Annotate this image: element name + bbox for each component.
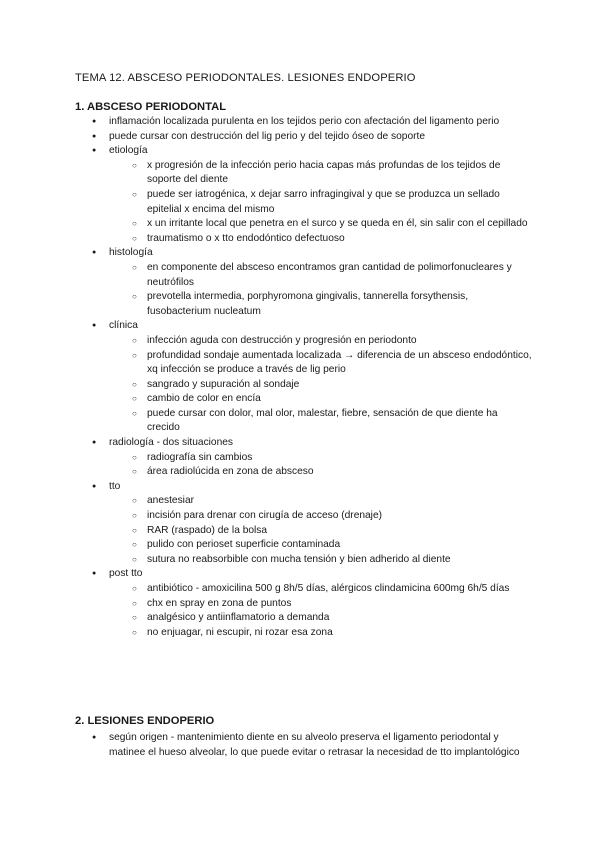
- sublist-item: ○ analgésico y antiinflamatorio a demanda: [132, 611, 532, 626]
- sublist: [109, 494, 532, 567]
- document-title: TEMA 12. ABSCESO PERIODONTALES. LESIONES ENDOPERIO: [75, 72, 416, 84]
- list-item-post-tto: [92, 567, 532, 640]
- item-text: inflamación localizada purulenta en los tejidos perio con afectación del ligamento perio: [109, 116, 500, 127]
- sublist: [109, 451, 532, 480]
- sublist-item: ○ infección aguda con destrucción y progresión en periodonto: [132, 334, 532, 349]
- sublist: [109, 261, 532, 319]
- section2-list: [92, 731, 532, 760]
- item-text: post tto: [109, 568, 143, 580]
- sublist-item: ○ RAR (raspado) de la bolsa: [132, 524, 532, 539]
- sublist-item: ○ antibiótico - amoxicilina 500 g 8h/5 días, alérgicos clindamicina 600mg 6h/5 días: [132, 582, 532, 597]
- sublist-item: ○ pulido con perioset superficie contaminada: [132, 538, 532, 553]
- item-text: etiología: [109, 145, 148, 157]
- sublist-item: ○ traumatismo o x tto endodóntico defectuoso: [132, 232, 532, 247]
- list-item-histologia: [92, 246, 532, 319]
- sublist-item: ○ x un irritante local que penetra en el surco y se queda en él, sin salir con el cepillado: [132, 217, 532, 232]
- sublist-item: ○ x progresión de la infección perio hacia capas más profundas de los tejidos de soporte del diente: [132, 159, 532, 188]
- item-text: tto: [109, 480, 121, 492]
- list-item-radiologia: [92, 436, 532, 480]
- sublist-item: ○ en componente del absceso encontramos gran cantidad de polimorfonucleares y neutrófilos: [132, 261, 532, 290]
- sublist-item: ○ cambio de color en encía: [132, 392, 532, 407]
- section-heading-endoperio: 2. LESIONES ENDOPERIO: [75, 715, 215, 727]
- item-text: clínica: [109, 320, 138, 332]
- list-item: [92, 115, 532, 130]
- sublist-item: ○ incisión para drenar con cirugía de acceso (drenaje): [132, 509, 532, 524]
- sublist-item: ○ prevotella intermedia, porphyromona gingivalis, tannerella forsythensis, fusobacterium nucleatum: [132, 290, 532, 319]
- sublist-item: ○ puede ser iatrogénica, x dejar sarro infragingival y que se produzca un sellado epitelial x encima del mismo: [132, 188, 532, 217]
- sublist-item: ○ puede cursar con dolor, mal olor, malestar, fiebre, sensación de que diente ha crecido: [132, 407, 532, 436]
- sublist-item: ○ sangrado y supuración al sondaje: [132, 378, 532, 393]
- sublist: [109, 334, 532, 436]
- item-text: radiología - dos situaciones: [109, 437, 234, 449]
- sublist: [109, 159, 532, 247]
- item-text: histología: [109, 247, 153, 259]
- list-item-tto: [92, 480, 532, 568]
- item-text: puede cursar con destrucción del lig perio y del tejido óseo de soporte: [109, 130, 426, 142]
- list-item-etiologia: [92, 144, 532, 246]
- list-item-clinica: [92, 319, 532, 436]
- section-heading-absceso: 1. ABSCESO PERIODONTAL: [75, 101, 227, 113]
- sublist-item: ○ área radiolúcida en zona de absceso: [132, 465, 532, 480]
- sublist-item: ○ no enjuagar, ni escupir, ni rozar esa zona: [132, 626, 532, 641]
- list-item: [92, 731, 532, 760]
- item-text: según origen - mantenimiento diente en su alveolo preserva el ligamento periodontal y matinee el hueso alveolar, lo que puede evitar o retrasar la necesidad de tto implantológico: [109, 732, 520, 758]
- sublist-item: ○ chx en spray en zona de puntos: [132, 597, 532, 612]
- sublist-item: ○ radiografía sin cambios: [132, 451, 532, 466]
- section1-list: [92, 115, 532, 640]
- sublist-item: ○ sutura no reabsorbible con mucha tensión y bien adherido al diente: [132, 553, 532, 568]
- sublist-item: ○ anestesiar: [132, 494, 532, 509]
- sublist-item: ○ profundidad sondaje aumentada localizada → diferencia de un absceso endodóntico, xq infección se produce a través de lig perio: [132, 349, 532, 378]
- list-item: [92, 130, 532, 145]
- sublist: [109, 582, 532, 640]
